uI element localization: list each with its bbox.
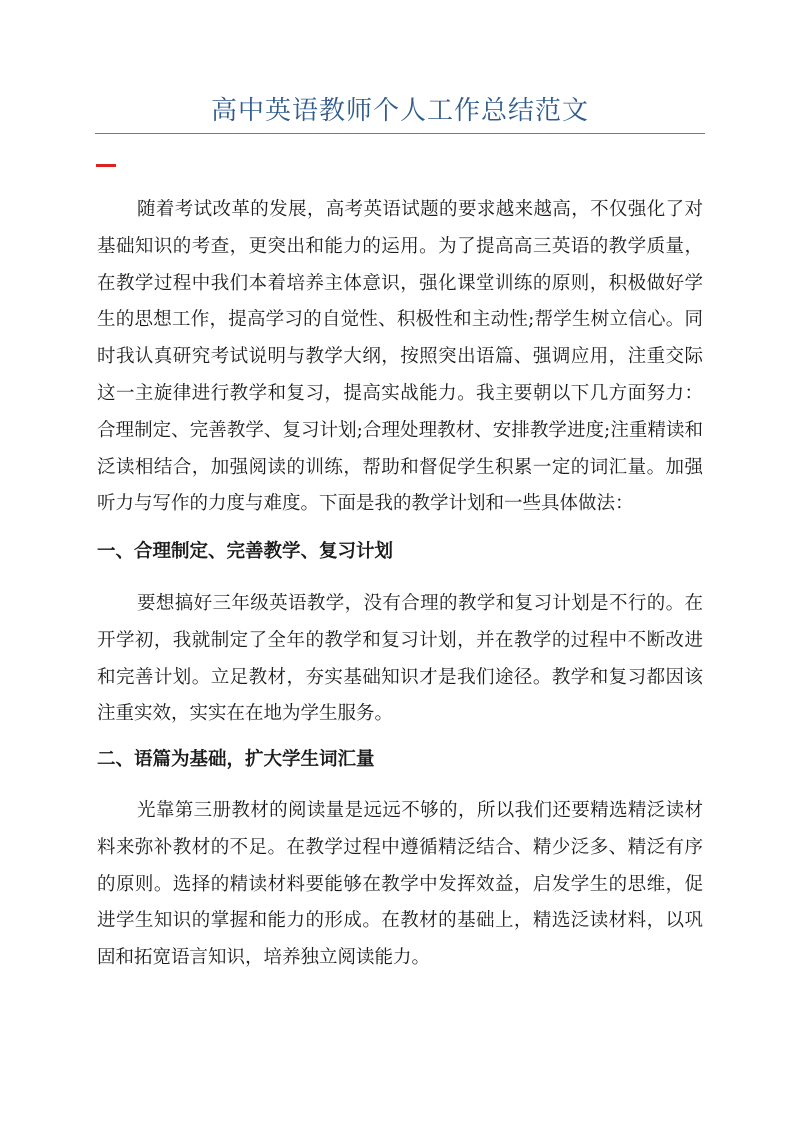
section-paragraph-plan: 要想搞好三年级英语教学，没有合理的教学和复习计划是不行的。在开学初，我就制定了全年的教学和复习计划，并在教学的过程中不断改进和完善计划。立足教材，夯实基础知识才是我们途径。教学和复习都因该注重实效，实实在在地为学生服务。 (97, 593, 703, 725)
section-heading-plan: 一、合理制定、完善教学、复习计划 (97, 541, 394, 562)
section-marker (96, 164, 116, 167)
title-divider (95, 133, 705, 134)
intro-paragraph: 随着考试改革的发展，高考英语试题的要求越来越高，不仅强化了对基础知识的考查，更突出和能力的运用。为了提高高三英语的教学质量，在教学过程中我们本着培养主体意识，强化课堂训练的原则，积极做好学生的思想工作，提高学习的自觉性、积极性和主动性;帮学生树立信心。同时我认真研究考试说明与教学大纲，按照突出语篇、强调应用，注重交际这一主旋律进行教学和复习，提高实战能力。我主要朝以下几方面努力：合理制定、完善教学、复习计划;合理处理教材、安排教学进度;注重精读和泛读相结合，加强阅读的训练，帮助和督促学生积累一定的词汇量。加强听力与写作的力度与难度。下面是我的教学计划和一些具体做法： (97, 199, 703, 515)
document-title: 高中英语教师个人工作总结范文 (210, 96, 589, 126)
section-paragraph-vocabulary: 光靠第三册教材的阅读量是远远不够的，所以我们还要精选精泛读材料来弥补教材的不足。在教学过程中遵循精泛结合、精少泛多、精泛有序的原则。选择的精读材料要能够在教学中发挥效益，启发学生的思维，促进学生知识的掌握和能力的形成。在教材的基础上，精选泛读材料，以巩固和拓宽语言知识，培养独立阅读能力。 (97, 800, 703, 969)
section-heading-vocabulary: 二、语篇为基础，扩大学生词汇量 (97, 749, 375, 770)
